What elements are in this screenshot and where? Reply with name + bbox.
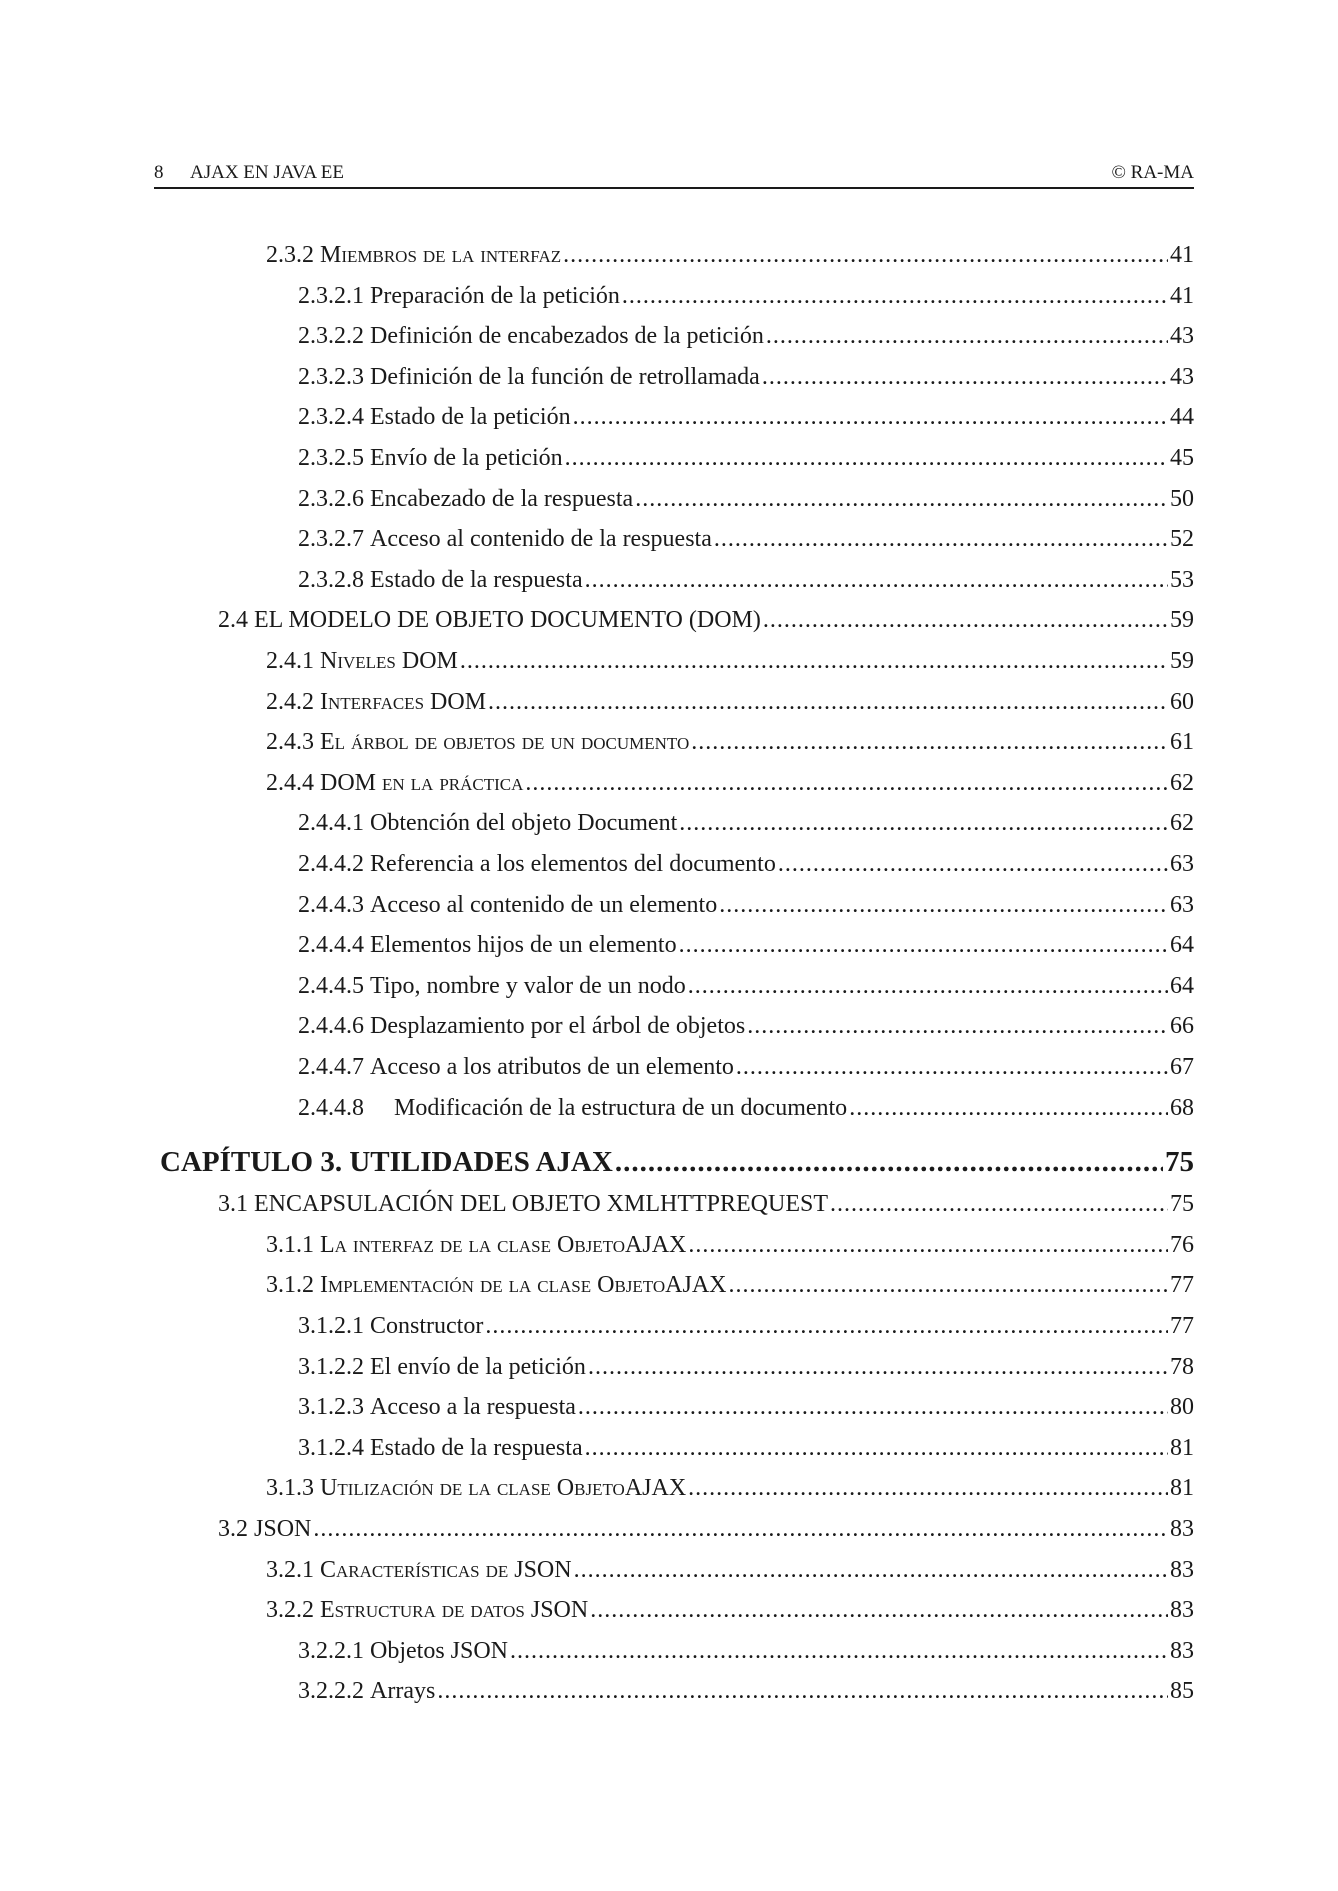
toc-entry-number: 2.3.2.1 [298, 282, 364, 309]
dot-leader [679, 803, 1168, 843]
dot-leader [688, 1225, 1168, 1265]
toc-entry-label [298, 1006, 745, 1046]
toc-entry-title: Referencia a los elementos del documento [370, 851, 776, 877]
toc-entry [298, 1387, 1194, 1427]
toc-entry-label [298, 803, 677, 843]
toc-page-number: 75 [1170, 1191, 1194, 1218]
toc-page-number: 50 [1170, 485, 1194, 512]
dot-leader [736, 1047, 1168, 1087]
dot-leader [747, 1006, 1168, 1046]
dot-leader [565, 438, 1168, 478]
toc-entry-number: 2.3.2.6 [298, 485, 364, 512]
toc-entry [218, 1184, 1194, 1224]
dot-leader [590, 1590, 1168, 1630]
toc-entry-label [160, 1138, 613, 1186]
header-rule [154, 187, 1194, 189]
toc-entry-number: 2.3.2.4 [298, 404, 364, 431]
toc-entry-title: Estado de la petición [370, 404, 571, 431]
dot-leader [688, 1468, 1168, 1508]
toc-entry-number: 2.4.4 [266, 769, 314, 796]
toc-entry-number: 2.3.2 [266, 242, 314, 268]
toc-entry-title: Niveles DOM [320, 648, 458, 674]
toc-entry [298, 519, 1194, 559]
toc-entry [298, 1006, 1194, 1046]
toc-entry-number: 2.4.4.4 [298, 932, 364, 959]
toc-entry-title: Acceso al contenido de un elemento [370, 891, 718, 918]
toc-page-number: 64 [1170, 932, 1194, 959]
dot-leader [728, 1265, 1168, 1305]
toc-entry-label [298, 479, 633, 519]
toc-page-number: 63 [1170, 851, 1194, 877]
toc-entry [298, 479, 1194, 519]
toc-entry-label [298, 1088, 847, 1128]
toc-entry [298, 844, 1194, 884]
toc-entry-number: 2.4.4.5 [298, 972, 364, 999]
toc-entry [266, 1225, 1194, 1265]
dot-leader [763, 600, 1168, 640]
toc-entry-number: 3.1.2 [266, 1272, 314, 1299]
toc-entry-label [266, 1225, 686, 1265]
running-header [154, 160, 1194, 186]
toc-entry-title: Desplazamiento por el árbol de objetos [370, 1013, 746, 1040]
toc-entry-title: Acceso al contenido de la respuesta [370, 526, 712, 553]
toc-entry-title: Estructura de datos JSON [320, 1597, 589, 1624]
toc-entry-number: 2.4.3 [266, 729, 314, 756]
toc-chapter-entry [160, 1138, 1194, 1186]
dot-leader [525, 763, 1168, 803]
dot-leader [460, 641, 1168, 681]
toc-entry-number: 2.4.4.8 [298, 1094, 364, 1121]
toc-page-number: 75 [1165, 1146, 1194, 1179]
toc-entry [266, 1590, 1194, 1630]
toc-entry-label [298, 438, 563, 478]
toc-entry-label [298, 1306, 483, 1346]
dot-leader [778, 844, 1168, 884]
toc-entry [298, 1088, 1194, 1128]
toc-entry [298, 357, 1194, 397]
toc-entry [298, 1671, 1194, 1711]
toc-entry-title: UTILIDADES AJAX [349, 1146, 613, 1179]
toc-entry-label [266, 722, 689, 762]
toc-entry-number: 3.2.2.2 [298, 1678, 364, 1705]
toc-entry [298, 966, 1194, 1006]
toc-page-number: 80 [1170, 1394, 1194, 1421]
toc-entry [298, 1631, 1194, 1671]
toc-entry [298, 1306, 1194, 1346]
toc-entry-title: Objetos JSON [370, 1637, 509, 1664]
toc-entry-title: El envío de la petición [370, 1353, 586, 1380]
toc-entry [266, 1265, 1194, 1305]
toc-entry-title: Envío de la petición [370, 445, 563, 471]
dot-leader [691, 722, 1168, 762]
dot-leader [488, 682, 1168, 722]
toc-entry-number: 3.1 [218, 1191, 248, 1218]
toc-entry [298, 1047, 1194, 1087]
toc-entry-number: 2.4.1 [266, 648, 314, 674]
toc-entry-number: CAPÍTULO 3. [160, 1146, 343, 1179]
toc-page-number: 59 [1170, 648, 1194, 674]
toc-entry [266, 763, 1194, 803]
toc-entry-number: 2.3.2.5 [298, 445, 364, 471]
dot-leader [635, 479, 1168, 519]
toc-entry-label [266, 1590, 588, 1630]
toc-entry-number: 2.4.4.6 [298, 1013, 364, 1040]
toc-entry-title: Constructor [370, 1313, 484, 1339]
toc-page-number: 64 [1170, 972, 1194, 999]
toc-entry-title: Tipo, nombre y valor de un nodo [370, 972, 686, 999]
toc-page-number: 83 [1170, 1637, 1194, 1664]
toc-entry [298, 397, 1194, 437]
toc-entry [266, 235, 1194, 275]
toc-entry-title: JSON [254, 1516, 312, 1542]
dot-leader [574, 1550, 1168, 1590]
toc-entry-label [298, 276, 620, 316]
toc-entry-label [298, 397, 571, 437]
copyright-notice: © RA-MA [1111, 162, 1194, 183]
toc-entry-title: Estado de la respuesta [370, 1434, 583, 1461]
toc-entry-label [298, 560, 583, 600]
dot-leader [766, 316, 1168, 356]
toc-entry-title: Características de JSON [320, 1556, 572, 1583]
toc-entry-title: Obtención del objeto Document [370, 810, 678, 837]
toc-page-number: 52 [1170, 526, 1194, 553]
toc-entry [298, 1428, 1194, 1468]
dot-leader [485, 1306, 1168, 1346]
toc-entry-label [218, 600, 761, 640]
toc-entry [298, 803, 1194, 843]
dot-leader [588, 1347, 1168, 1387]
toc-entry-label [298, 885, 717, 925]
toc-entry [298, 925, 1194, 965]
dot-leader [719, 885, 1168, 925]
toc-entry-label [266, 1265, 726, 1305]
toc-entry-label [298, 316, 764, 356]
toc-page-number: 45 [1170, 445, 1194, 471]
toc-page-number: 60 [1170, 688, 1194, 715]
dot-leader [563, 235, 1168, 275]
toc-entry-label [298, 519, 712, 559]
toc-entry-number: 2.4.4.7 [298, 1054, 364, 1080]
toc-entry-number: 2.4 [218, 607, 248, 634]
toc-entry-number: 2.3.2.2 [298, 323, 364, 350]
toc-entry-number: 2.4.4.1 [298, 810, 364, 837]
toc-entry-label [298, 1671, 435, 1711]
toc-entry-number: 2.4.2 [266, 688, 314, 715]
toc-entry-number: 2.3.2.7 [298, 526, 364, 553]
toc-entry-title: Definición de encabezados de la petición [370, 323, 764, 350]
toc-entry [218, 1509, 1194, 1549]
dot-leader [679, 925, 1168, 965]
toc-entry [266, 1468, 1194, 1508]
toc-page-number: 41 [1170, 282, 1194, 309]
toc-entry-title: ENCAPSULACIÓN DEL OBJETO XMLHTTPREQUEST [254, 1191, 829, 1218]
toc-entry-label [298, 844, 776, 884]
toc-entry-label [298, 357, 760, 397]
dot-leader [615, 1138, 1163, 1186]
toc-page-number: 53 [1170, 566, 1194, 593]
toc-page-number: 68 [1170, 1094, 1194, 1121]
dot-leader [573, 397, 1168, 437]
toc-entry-title: Utilización de la clase ObjetoAJAX [320, 1475, 687, 1502]
toc-entry-number: 3.1.2.2 [298, 1353, 364, 1380]
toc-entry-number: 3.1.2.1 [298, 1313, 364, 1339]
dot-leader [762, 357, 1168, 397]
toc-page-number: 81 [1170, 1475, 1194, 1502]
toc-entry [298, 276, 1194, 316]
toc-page-number: 62 [1170, 769, 1194, 796]
toc-page-number: 83 [1170, 1597, 1194, 1624]
toc-page-number: 43 [1170, 323, 1194, 350]
dot-leader [830, 1184, 1168, 1224]
toc-entry-label [298, 1631, 508, 1671]
dot-leader [437, 1671, 1168, 1711]
toc-entry-number: 3.2.2.1 [298, 1637, 364, 1664]
dot-leader [585, 1428, 1168, 1468]
toc-entry-label [266, 1550, 572, 1590]
page-number: 8 [154, 162, 164, 183]
toc-entry [298, 885, 1194, 925]
dot-leader [510, 1631, 1168, 1671]
toc-page-number: 61 [1170, 729, 1194, 756]
toc-entry-number: 3.2 [218, 1516, 248, 1542]
dot-leader [313, 1509, 1168, 1549]
toc-page-number: 85 [1170, 1678, 1194, 1705]
toc-entry [298, 1347, 1194, 1387]
toc-entry-title: Acceso a la respuesta [370, 1394, 576, 1421]
toc-page-number: 78 [1170, 1353, 1194, 1380]
toc-entry-label [266, 641, 458, 681]
toc-entry [298, 316, 1194, 356]
dot-leader [585, 560, 1168, 600]
toc-entry-title: Interfaces DOM [320, 688, 487, 715]
toc-entry [298, 560, 1194, 600]
toc-page-number: 81 [1170, 1434, 1194, 1461]
toc-entry-number: 2.3.2.3 [298, 363, 364, 390]
toc-entry [266, 682, 1194, 722]
toc-entry-number: 3.1.1 [266, 1231, 314, 1258]
toc-entry-number: 3.2.2 [266, 1597, 314, 1624]
toc-page-number: 76 [1170, 1231, 1194, 1258]
toc-entry-label [218, 1509, 311, 1549]
toc-entry-label [298, 1428, 583, 1468]
toc-page-number: 83 [1170, 1556, 1194, 1583]
toc-entry-title: Encabezado de la respuesta [370, 485, 634, 512]
toc-page-number: 67 [1170, 1054, 1194, 1080]
toc-entry-title: Modificación de la estructura de un documento [394, 1094, 848, 1121]
toc-entry-number: 3.1.2.3 [298, 1394, 364, 1421]
toc-entry-number: 2.4.4.3 [298, 891, 364, 918]
toc-page-number: 77 [1170, 1313, 1194, 1339]
toc-page-number: 62 [1170, 810, 1194, 837]
toc-page-number: 83 [1170, 1516, 1194, 1542]
toc-page-number: 43 [1170, 363, 1194, 390]
toc-page-number: 44 [1170, 404, 1194, 431]
toc-entry-number: 3.1.3 [266, 1475, 314, 1502]
dot-leader [714, 519, 1168, 559]
toc-entry-number: 2.4.4.2 [298, 851, 364, 877]
toc-entry-title: Arrays [370, 1678, 436, 1705]
toc-page-number: 63 [1170, 891, 1194, 918]
toc-page-number: 59 [1170, 607, 1194, 634]
toc-page-number: 41 [1170, 242, 1194, 268]
toc-entry-title: Implementación de la clase ObjetoAJAX [320, 1272, 727, 1299]
dot-leader [849, 1088, 1168, 1128]
dot-leader [688, 966, 1168, 1006]
toc-entry-title: La interfaz de la clase ObjetoAJAX [320, 1231, 687, 1258]
toc-entry-label [298, 1047, 734, 1087]
toc-entry-label [266, 763, 523, 803]
dot-leader [578, 1387, 1168, 1427]
toc-page-number: 77 [1170, 1272, 1194, 1299]
toc-entry [266, 722, 1194, 762]
toc-entry-label [298, 966, 686, 1006]
toc-entry-label [298, 925, 677, 965]
dot-leader [622, 276, 1168, 316]
toc-entry-title: DOM en la práctica [320, 769, 524, 796]
toc-entry [266, 1550, 1194, 1590]
toc-entry-title: El árbol de objetos de un documento [320, 729, 690, 756]
toc-entry-title: Acceso a los atributos de un elemento [370, 1054, 734, 1080]
toc-entry-title: Miembros de la interfaz [320, 242, 562, 268]
book-title: AJAX EN JAVA EE [190, 162, 344, 183]
toc-entry-title: Estado de la respuesta [370, 566, 583, 593]
toc-entry-title: Definición de la función de retrollamada [370, 363, 760, 390]
toc-entry-label [218, 1184, 828, 1224]
toc-entry [218, 600, 1194, 640]
toc-entry-title: Elementos hijos de un elemento [370, 932, 677, 959]
toc-entry-number: 3.2.1 [266, 1556, 314, 1583]
toc-entry-label [298, 1347, 586, 1387]
toc-entry-number: 2.3.2.8 [298, 566, 364, 593]
toc-entry [266, 641, 1194, 681]
toc-page-number: 66 [1170, 1013, 1194, 1040]
toc-entry-number: 3.1.2.4 [298, 1434, 364, 1461]
toc-entry-label [298, 1387, 576, 1427]
toc-entry-label [266, 682, 486, 722]
toc-entry-label [266, 235, 561, 275]
toc-entry-label [266, 1468, 686, 1508]
toc-entry [298, 438, 1194, 478]
toc-entry-title: EL MODELO DE OBJETO DOCUMENTO (DOM) [254, 607, 761, 634]
toc-entry-title: Preparación de la petición [370, 282, 620, 309]
